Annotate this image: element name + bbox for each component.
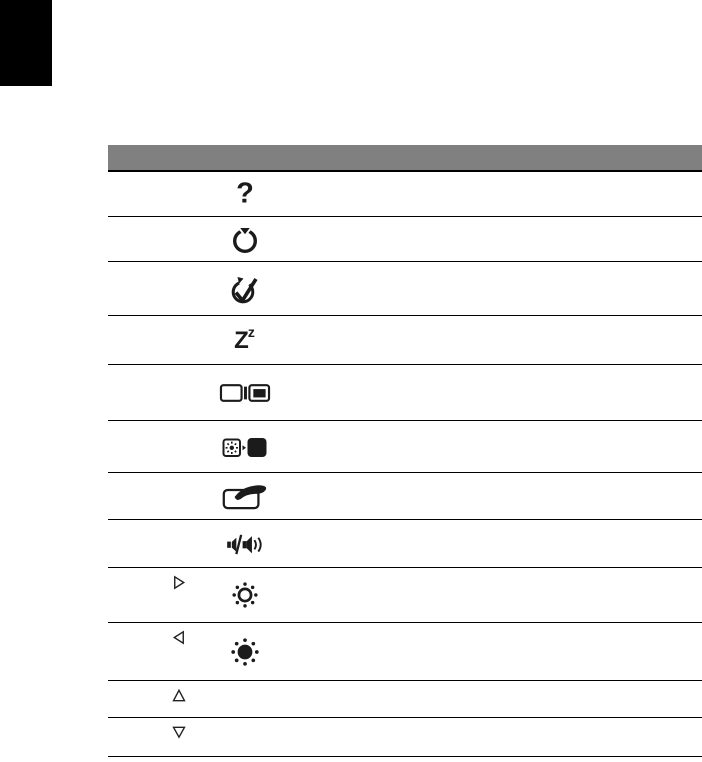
touchpad-icon xyxy=(223,482,268,510)
speaker-toggle-icon xyxy=(226,531,265,557)
down-triangle-icon xyxy=(171,724,188,741)
brightness-up-icon xyxy=(231,581,260,610)
hotkey-table-rows xyxy=(108,172,702,757)
hotkey-row xyxy=(108,473,702,520)
hotkey-table-header xyxy=(108,145,702,172)
question-mark-icon: ? xyxy=(236,177,254,210)
right-triangle-icon xyxy=(171,574,188,591)
hotkey-row xyxy=(108,568,702,623)
up-triangle-icon xyxy=(171,687,188,704)
brightness-down-icon xyxy=(230,636,261,667)
hotkey-row xyxy=(108,718,702,757)
hotkey-row xyxy=(108,520,702,568)
hotkey-table xyxy=(108,145,702,757)
screen-blank-icon xyxy=(222,435,268,459)
timer-circle-icon xyxy=(231,224,259,254)
display-toggle-icon xyxy=(220,380,271,406)
hotkey-row xyxy=(108,681,702,718)
sleep-icon: $Z^z$ xyxy=(234,324,255,354)
hotkey-row xyxy=(108,217,702,262)
hotkey-row xyxy=(108,316,702,365)
hotkey-row xyxy=(108,172,702,217)
hotkey-row xyxy=(108,623,702,681)
hotkey-row xyxy=(108,262,702,316)
left-triangle-icon xyxy=(171,629,188,646)
hotkey-row xyxy=(108,365,702,421)
check-circle-icon xyxy=(230,274,260,304)
hotkey-row xyxy=(108,421,702,473)
page-edge-tab xyxy=(0,0,52,86)
